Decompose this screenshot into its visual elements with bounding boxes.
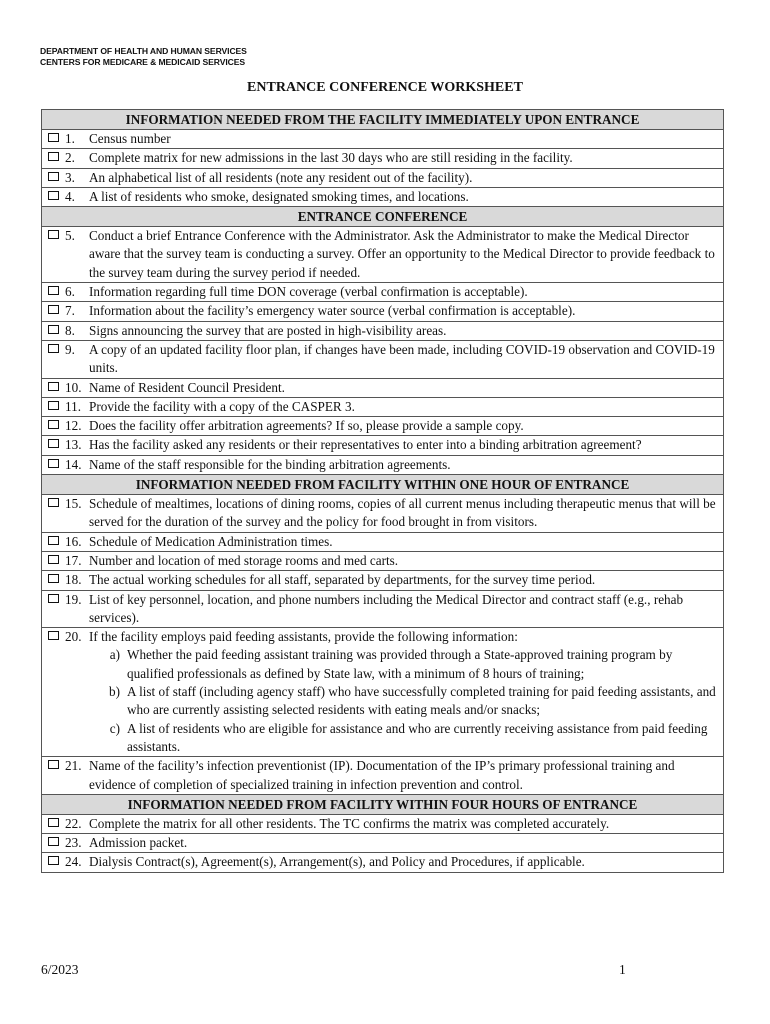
sub-item-text: A list of residents who are eligible for assistance and who are currently receiving assistance from paid feeding assistants. (127, 720, 708, 754)
checklist-row (42, 532, 724, 551)
checkbox[interactable] (48, 133, 59, 142)
checklist-row (42, 378, 724, 397)
checklist-row (42, 340, 724, 378)
checklist-row (42, 814, 724, 833)
item-number: 11. (65, 398, 81, 414)
item-number: 20. (65, 629, 82, 645)
checklist-item (42, 456, 723, 474)
item-number: 5. (65, 228, 75, 244)
checkbox[interactable] (48, 344, 59, 353)
checklist-item (42, 283, 723, 301)
checklist-item (42, 322, 723, 340)
section-heading: INFORMATION NEEDED FROM FACILITY WITHIN FOUR HOURS OF ENTRANCE (42, 794, 724, 814)
item-text: A list of residents who smoke, designated smoking times, and locations. (89, 188, 469, 204)
checklist-item (42, 302, 723, 320)
item-number: 1. (65, 131, 75, 146)
item-text: Does the facility offer arbitration agreements? If so, please provide a sample copy. (89, 418, 524, 434)
section-header (42, 207, 724, 227)
checklist-item (42, 169, 723, 187)
sub-item-label: b) (109, 684, 120, 700)
item-text: Schedule of Medication Administration times. (89, 533, 333, 549)
item-text: Census number (89, 131, 171, 146)
item-number: 13. (65, 437, 82, 453)
checklist-item (42, 815, 723, 833)
checkbox[interactable] (48, 172, 59, 181)
checklist-item (42, 379, 723, 397)
checklist-row (42, 590, 724, 628)
checkbox[interactable] (48, 439, 59, 448)
worksheet-table (41, 109, 724, 873)
checklist-item (42, 495, 723, 532)
item-number: 18. (65, 572, 82, 588)
checkbox[interactable] (48, 459, 59, 468)
checkbox[interactable] (48, 555, 59, 564)
checkbox[interactable] (48, 856, 59, 865)
checklist-row (42, 187, 724, 206)
checklist-row (42, 302, 724, 321)
sub-item-label: a) (109, 647, 120, 663)
item-number: 15. (65, 496, 82, 512)
item-text: If the facility employs paid feeding assistants, provide the following information: (89, 629, 518, 645)
checkbox[interactable] (48, 191, 59, 200)
agency-line-2: CENTERS FOR MEDICARE & MEDICAID SERVICES (40, 57, 245, 67)
sub-item (97, 720, 721, 757)
checklist-row (42, 130, 724, 149)
checkbox[interactable] (48, 420, 59, 429)
checkbox[interactable] (48, 401, 59, 410)
section-header (42, 110, 724, 130)
checkbox[interactable] (48, 498, 59, 507)
agency-line-1: DEPARTMENT OF HEALTH AND HUMAN SERVICES (40, 46, 247, 56)
checklist-row (42, 321, 724, 340)
item-text: Provide the facility with a copy of the CASPER 3. (89, 398, 355, 414)
checkbox[interactable] (48, 382, 59, 391)
item-number: 10. (65, 379, 82, 395)
item-number: 8. (65, 322, 75, 338)
sub-item-text: Whether the paid feeding assistant training was provided through a State-approved training program by qualified professionals as defined by State law, with a minimum of 8 hours of training; (127, 647, 673, 681)
item-text: Name of the staff responsible for the binding arbitration agreements. (89, 456, 451, 472)
checklist-row (42, 834, 724, 853)
section-header (42, 794, 724, 814)
item-number: 17. (65, 552, 82, 568)
checklist-row (42, 417, 724, 436)
checklist-row (42, 168, 724, 187)
item-text: Has the facility asked any residents or their representatives to enter into a binding arbitration agreement? (89, 437, 642, 453)
item-text: Dialysis Contract(s), Agreement(s), Arrangement(s), and Policy and Procedures, if applicable. (89, 854, 585, 870)
item-text: Admission packet. (89, 835, 188, 851)
checkbox[interactable] (48, 230, 59, 239)
sub-item-label: c) (109, 720, 120, 736)
footer-date: 6/2023 (41, 962, 79, 977)
item-number: 12. (65, 418, 82, 434)
item-number: 16. (65, 533, 82, 549)
worksheet-title: ENTRANCE CONFERENCE WORKSHEET (247, 80, 523, 95)
sub-item (97, 646, 721, 683)
checklist-item (42, 227, 723, 282)
item-text: Complete matrix for new admissions in the last 30 days who are still residing in the facility. (89, 150, 573, 166)
checkbox[interactable] (48, 325, 59, 334)
checkbox[interactable] (48, 536, 59, 545)
item-number: 19. (65, 591, 82, 607)
checklist-item (42, 417, 723, 435)
item-text: Conduct a brief Entrance Conference with the Administrator. Ask the Administrator to make the Medical Director aware that the survey team is conducting a survey. Offer an opportunity to the Medical Director to provide feedback to the survey team during the survey period if needed. (89, 228, 715, 280)
item-number: 21. (65, 758, 82, 774)
checkbox[interactable] (48, 837, 59, 846)
checklist-item (42, 533, 723, 551)
item-number: 3. (65, 169, 75, 185)
checklist-row (42, 757, 724, 795)
checklist-item (42, 398, 723, 416)
checklist-item (42, 628, 723, 756)
item-text: A copy of an updated facility floor plan, if changes have been made, including COVID-19 observation and COVID-19 units. (89, 341, 715, 376)
item-text: Information about the facility’s emergency water source (verbal confirmation is acceptable). (89, 303, 576, 319)
checklist-row (42, 628, 724, 757)
item-number: 23. (65, 835, 82, 851)
item-number: 22. (65, 815, 82, 831)
checklist-item (42, 130, 723, 148)
section-header (42, 475, 724, 495)
item-number: 9. (65, 341, 75, 357)
checkbox[interactable] (48, 760, 59, 769)
checklist-row (42, 551, 724, 570)
checklist-item (42, 591, 723, 628)
item-number: 24. (65, 854, 82, 870)
item-number: 14. (65, 456, 82, 472)
checklist-row (42, 495, 724, 533)
checklist-row (42, 227, 724, 283)
checklist-item (42, 552, 723, 570)
checkbox[interactable] (48, 152, 59, 161)
checklist-row (42, 436, 724, 455)
item-text: List of key personnel, location, and phone numbers including the Medical Director and contract staff (e.g., rehab services). (89, 591, 684, 625)
item-text: The actual working schedules for all staff, separated by departments, for the survey time period. (89, 572, 596, 588)
checklist-item (42, 853, 723, 871)
item-text: Number and location of med storage rooms and med carts. (89, 552, 399, 568)
item-number: 6. (65, 284, 75, 300)
item-text: An alphabetical list of all residents (note any resident out of the facility). (89, 169, 473, 185)
item-number: 2. (65, 150, 75, 166)
item-text: Name of Resident Council President. (89, 379, 285, 395)
section-heading: INFORMATION NEEDED FROM THE FACILITY IMMEDIATELY UPON ENTRANCE (42, 110, 724, 130)
checklist-item (42, 149, 723, 167)
checklist-item (42, 188, 723, 206)
checklist-item (42, 757, 723, 794)
checklist-item (42, 571, 723, 589)
item-text: Information regarding full time DON coverage (verbal confirmation is acceptable). (89, 284, 528, 300)
page-number: 1 (619, 962, 626, 977)
item-number: 7. (65, 303, 75, 319)
checkbox[interactable] (48, 286, 59, 295)
checklist-item (42, 834, 723, 852)
checklist-row (42, 571, 724, 590)
checklist-item (42, 341, 723, 378)
item-text: Signs announcing the survey that are posted in high-visibility areas. (89, 322, 447, 338)
checklist-row (42, 397, 724, 416)
sub-item-text: A list of staff (including agency staff) who have successfully completed training for paid feeding assistants, and who are currently assisting selected residents with eating meals and/or snacks; (127, 684, 716, 718)
item-text: Schedule of mealtimes, locations of dining rooms, copies of all current menus including therapeutic menus that will be served for the duration of the survey and the policy for food brought in from visitors. (89, 496, 716, 530)
item-text: Complete the matrix for all other residents. The TC confirms the matrix was completed accurately. (89, 815, 610, 831)
item-text: Name of the facility’s infection preventionist (IP). Documentation of the IP’s primary professional training and evidence of completion of specialized training in infection prevention and control. (89, 758, 675, 792)
sub-item (97, 683, 721, 720)
checkbox[interactable] (48, 574, 59, 583)
checkbox[interactable] (48, 594, 59, 603)
checklist-row (42, 455, 724, 474)
section-heading: ENTRANCE CONFERENCE (42, 207, 724, 227)
checklist-item (42, 436, 723, 454)
checklist-row (42, 149, 724, 168)
section-heading: INFORMATION NEEDED FROM FACILITY WITHIN ONE HOUR OF ENTRANCE (42, 475, 724, 495)
agency-header (40, 46, 247, 68)
checkbox[interactable] (48, 305, 59, 314)
checklist-row (42, 283, 724, 302)
checkbox[interactable] (48, 818, 59, 827)
checklist-row (42, 853, 724, 872)
item-number: 4. (65, 188, 75, 204)
checkbox[interactable] (48, 631, 59, 640)
